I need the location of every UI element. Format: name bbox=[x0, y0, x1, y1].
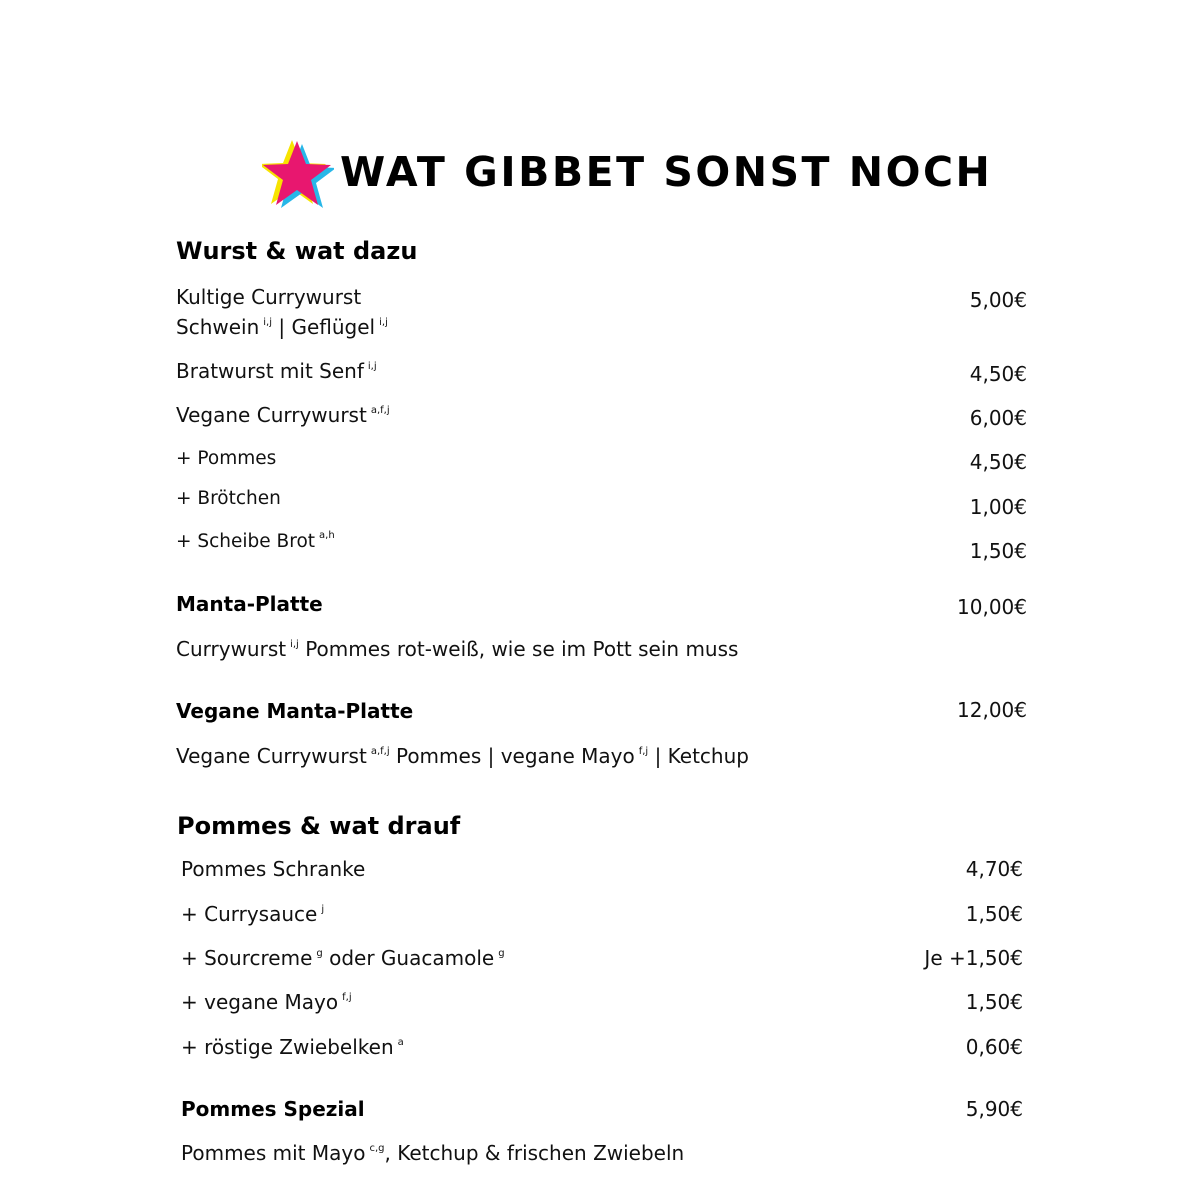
bratwurst-price: 4,50€ bbox=[969, 362, 1027, 386]
pommes-schranke-price: 4,70€ bbox=[965, 857, 1023, 881]
addon-pommes-price: 4,50€ bbox=[969, 450, 1027, 474]
addon-zwiebelken-name: + röstige Zwiebelken $^a$ bbox=[181, 1035, 404, 1059]
addon-zwiebelken-price: 0,60€ bbox=[965, 1035, 1023, 1059]
separator: | bbox=[278, 315, 286, 339]
manta-platte-description: Currywurst $^{i,j}$ Pommes rot-weiß, wie se im Pott sein muss bbox=[176, 637, 739, 661]
allergen-note: a bbox=[397, 1037, 404, 1048]
allergen-note: f,j bbox=[638, 746, 649, 757]
section-heading-pommes: Pommes & wat drauf bbox=[177, 812, 461, 840]
vegan-currywurst-name: Vegane Currywurst $^{a,f,j}$ bbox=[176, 403, 390, 427]
vegan-manta-platte-price: 12,00€ bbox=[957, 698, 1027, 722]
pommes-spezial-name: Pommes Spezial bbox=[181, 1097, 365, 1121]
addon-pommes-name: + Pommes bbox=[176, 448, 277, 469]
addon-vegane-mayo-price: 1,50€ bbox=[965, 990, 1023, 1014]
addon-sourcreme-price: Je +1,50€ bbox=[924, 946, 1023, 970]
pommes-schranke-name: Pommes Schranke bbox=[181, 857, 366, 881]
vegan-manta-platte-name: Vegane Manta-Platte bbox=[176, 699, 414, 723]
allergen-note: i,j bbox=[263, 317, 273, 328]
addon-vegane-mayo-name: + vegane Mayo $^{f,j}$ bbox=[181, 990, 352, 1014]
addon-broetchen-name: + Brötchen bbox=[176, 488, 281, 509]
currywurst-name: Kultige Currywurst bbox=[176, 285, 362, 309]
currywurst-variants bbox=[176, 315, 388, 339]
addon-currysauce-price: 1,50€ bbox=[965, 902, 1023, 926]
allergen-note: i,j bbox=[367, 361, 377, 372]
variant-gefluegel: Geflügel bbox=[291, 315, 376, 339]
addon-brot-price: 1,50€ bbox=[969, 539, 1027, 563]
currywurst-price: 5,00€ bbox=[969, 288, 1027, 312]
page-title: WAT GIBBET SONST NOCH bbox=[340, 148, 993, 196]
bratwurst-name: Bratwurst mit Senf $^{i,j}$ bbox=[176, 359, 377, 383]
addon-currysauce-name: + Currysauce $^j$ bbox=[181, 902, 325, 926]
section-heading-wurst: Wurst & wat dazu bbox=[176, 237, 418, 265]
pommes-spezial-price: 5,90€ bbox=[965, 1097, 1023, 1121]
allergen-note: j bbox=[321, 904, 325, 915]
vegan-manta-platte-description: Vegane Currywurst $^{a,f,j}$ Pommes | vegane Mayo $^{f,j}$ | Ketchup bbox=[176, 744, 749, 768]
vegan-currywurst-price: 6,00€ bbox=[969, 406, 1027, 430]
pommes-spezial-description: Pommes mit Mayo $^{c,g}$, Ketchup & frischen Zwiebeln bbox=[181, 1141, 685, 1165]
allergen-note: i,j bbox=[379, 317, 388, 328]
allergen-note: g bbox=[316, 948, 323, 959]
allergen-note: c,g bbox=[369, 1143, 385, 1154]
addon-broetchen-price: 1,00€ bbox=[969, 495, 1027, 519]
manta-platte-price: 10,00€ bbox=[957, 595, 1027, 619]
variant-schwein: Schwein bbox=[176, 315, 260, 339]
allergen-note: i,j bbox=[290, 639, 299, 650]
allergen-note: a,f,j bbox=[370, 746, 390, 757]
star-icon bbox=[262, 138, 334, 208]
addon-sourcreme-name: + Sourcreme $^g$ oder Guacamole $^g$ bbox=[181, 946, 505, 970]
manta-platte-name: Manta-Platte bbox=[176, 592, 323, 616]
allergen-note: g bbox=[498, 948, 505, 959]
allergen-note: a,h bbox=[319, 530, 335, 541]
allergen-note: a,f,j bbox=[370, 405, 390, 416]
addon-brot-name: + Scheibe Brot $^{a,h}$ bbox=[176, 530, 335, 552]
allergen-note: f,j bbox=[342, 992, 352, 1003]
